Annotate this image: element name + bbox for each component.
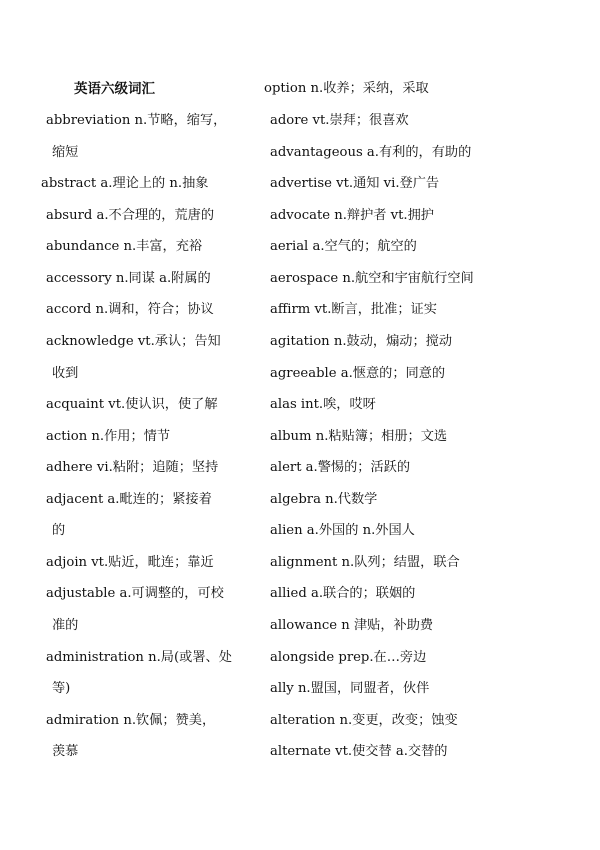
- entry-line: 缩短: [52, 145, 79, 160]
- entry-line: affirm vt.断言，批准；证实: [270, 302, 437, 317]
- entry-line: alert a.警惕的；活跃的: [270, 460, 411, 475]
- entry-line: absurd a.不合理的，荒唐的: [46, 208, 215, 223]
- entry-line: allowance n 津贴，补助费: [270, 618, 434, 633]
- entry-line: admiration n.钦佩；赞美，: [46, 713, 216, 728]
- entry-line: advantageous a.有利的，有助的: [270, 145, 472, 160]
- entry-line: alien a.外国的 n.外国人: [270, 523, 415, 538]
- entry-line: aerial a.空气的；航空的: [270, 239, 417, 254]
- entry-line: accord n.调和，符合；协议: [46, 302, 214, 317]
- entry-line: adjustable a.可调整的，可校: [46, 586, 224, 601]
- entry-line: alteration n.变更，改变；蚀变: [270, 713, 458, 728]
- entry-line: abundance n.丰富，充裕: [46, 239, 203, 254]
- entry-line: 准的: [52, 618, 79, 633]
- entry-line: aerospace n.航空和宇宙航行空间: [270, 271, 474, 286]
- entry-line: administration n.局(或署、处: [46, 650, 232, 665]
- entry-line: adhere vi.粘附；追随；坚持: [46, 460, 219, 475]
- entry-line: alas int.唉，哎呀: [270, 397, 376, 412]
- entry-line: album n.粘贴簿；相册；文选: [270, 429, 448, 444]
- entry-line: ally n.盟国，同盟者，伙伴: [270, 681, 430, 696]
- entry-line: acknowledge vt.承认；告知: [46, 334, 221, 349]
- entry-line: adore vt.崇拜；很喜欢: [270, 113, 409, 128]
- entry-line: algebra n.代数学: [270, 492, 378, 507]
- entry-line: 收到: [52, 366, 79, 381]
- entry-line: alternate vt.使交替 a.交替的: [270, 744, 448, 759]
- entry-line: allied a.联合的；联姻的: [270, 586, 416, 601]
- entry-line: abbreviation n.节略，缩写，: [46, 113, 227, 128]
- entry-line: agitation n.鼓动，煽动；搅动: [270, 334, 453, 349]
- entry-line: option n.收养；采纳，采取: [264, 81, 429, 96]
- entry-line: 的: [52, 523, 66, 538]
- document-title: 英语六级词汇: [74, 81, 155, 97]
- entry-line: agreeable a.惬意的；同意的: [270, 366, 446, 381]
- entry-line: action n.作用；情节: [46, 429, 171, 444]
- entry-line: adjacent a.毗连的；紧接着: [46, 492, 212, 507]
- entry-line: alongside prep.在…旁边: [270, 650, 427, 665]
- entry-line: alignment n.队列；结盟，联合: [270, 555, 460, 570]
- entry-line: 羡慕: [52, 744, 79, 759]
- entry-line: acquaint vt.使认识，使了解: [46, 397, 218, 412]
- entry-line: abstract a.理论上的 n.抽象: [41, 176, 209, 191]
- entry-line: advocate n.辩护者 vt.拥护: [270, 208, 434, 223]
- entry-line: accessory n.同谋 a.附属的: [46, 271, 211, 286]
- entry-line: 等): [52, 681, 71, 696]
- entry-line: advertise vt.通知 vi.登广告: [270, 176, 440, 191]
- entry-line: adjoin vt.贴近，毗连；靠近: [46, 555, 214, 570]
